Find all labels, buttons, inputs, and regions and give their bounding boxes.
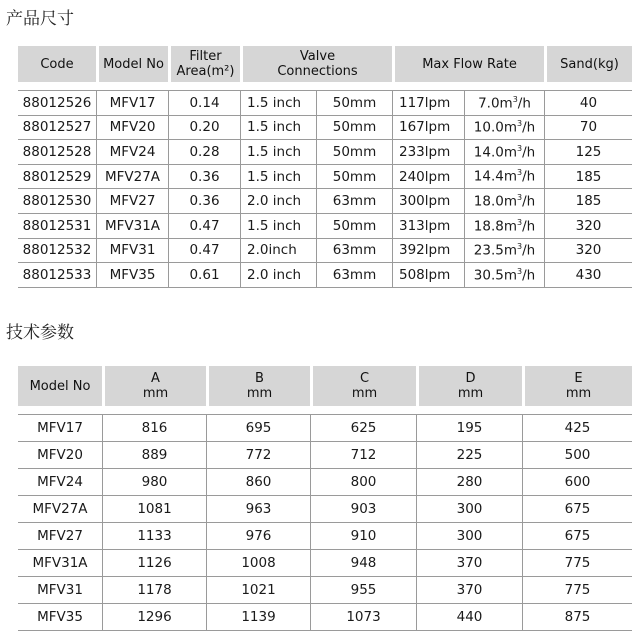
cell-lpm: 117lpm [392,90,464,116]
cell-b: 1139 [206,604,310,631]
table-row [18,239,632,264]
flow-m3h-value: 14.0m [473,144,517,161]
header-d-unit: mm [457,386,484,401]
cell-lpm: 233lpm [392,140,464,165]
cell-c: 625 [310,414,416,442]
flow-m3h-value: 23.5m [473,242,517,259]
cell-code: 88012532 [18,239,96,264]
cell-mm: 50mm [316,140,392,165]
cell-area: 0.47 [168,239,240,264]
unit-tail: /h [522,267,536,284]
cell-b: 860 [206,469,310,496]
table-row [18,414,632,442]
cell-m3h [464,189,544,214]
cell-model: MFV17 [18,414,102,442]
cell-area: 0.61 [168,263,240,288]
cell-inch: 1.5 inch [240,214,316,239]
cell-code: 88012529 [18,165,96,190]
unit-tail: /h [522,218,536,235]
cell-model: MFV27 [18,523,102,550]
cell-c: 910 [310,523,416,550]
cell-c: 1073 [310,604,416,631]
cell-d: 370 [416,550,522,577]
unit-tail: /h [522,193,536,210]
technical-parameters-title: 技术参数 [6,323,74,343]
cell-m3h [464,140,544,165]
header-row [18,46,632,82]
unit-superscript: 3 [512,94,518,104]
cell-c: 955 [310,577,416,604]
cell-mm: 50mm [316,90,392,116]
cell-model: MFV27A [96,165,168,190]
cell-b: 976 [206,523,310,550]
header-filter-line1: Filter [189,49,222,64]
header-model: Model No [18,366,102,406]
cell-area: 0.47 [168,214,240,239]
product-dimensions-table [18,46,632,288]
cell-e: 675 [522,496,632,523]
cell-code: 88012530 [18,189,96,214]
cell-a: 1296 [102,604,206,631]
flow-m3h-value: 10.0m [473,119,517,136]
cell-d: 300 [416,523,522,550]
cell-inch: 1.5 inch [240,116,316,141]
cell-m3h [464,214,544,239]
header-b-label: B [255,371,264,386]
table-row [18,442,632,469]
table-row [18,523,632,550]
table-row [18,604,632,631]
cell-e: 600 [522,469,632,496]
header-b-unit: mm [246,386,273,401]
cell-a: 1126 [102,550,206,577]
cell-code: 88012531 [18,214,96,239]
table-row [18,214,632,239]
cell-a: 980 [102,469,206,496]
cell-d: 225 [416,442,522,469]
cell-model: MFV20 [18,442,102,469]
unit-tail: /h [522,242,536,259]
header-valve-line2: Connections [277,64,358,79]
cell-d: 195 [416,414,522,442]
unit-tail: /h [522,119,536,136]
cell-d: 300 [416,496,522,523]
cell-sand: 430 [544,263,632,288]
cell-c: 903 [310,496,416,523]
cell-area: 0.36 [168,165,240,190]
table-row [18,165,632,190]
cell-m3h [464,239,544,264]
cell-mm: 50mm [316,116,392,141]
cell-model: MFV27 [96,189,168,214]
header-a-label: A [151,371,160,386]
unit-superscript: 3 [517,168,523,178]
cell-c: 948 [310,550,416,577]
cell-model: MFV31A [18,550,102,577]
table-row [18,577,632,604]
cell-a: 816 [102,414,206,442]
cell-d: 280 [416,469,522,496]
cell-inch: 1.5 inch [240,165,316,190]
cell-m3h [464,263,544,288]
table-row [18,469,632,496]
cell-mm: 50mm [316,214,392,239]
cell-a: 889 [102,442,206,469]
cell-d: 370 [416,577,522,604]
cell-lpm: 392lpm [392,239,464,264]
table-row [18,550,632,577]
header-c-label: C [359,371,370,386]
cell-model: MFV24 [96,140,168,165]
header-c [310,366,416,406]
header-b [206,366,310,406]
cell-mm: 63mm [316,239,392,264]
cell-b: 963 [206,496,310,523]
unit-tail: /h [522,168,536,185]
cell-a: 1081 [102,496,206,523]
table-row [18,116,632,141]
table-row [18,263,632,288]
cell-lpm: 300lpm [392,189,464,214]
flow-m3h-value: 30.5m [473,267,517,284]
cell-code: 88012527 [18,116,96,141]
unit-superscript: 3 [517,242,523,252]
cell-b: 772 [206,442,310,469]
cell-model: MFV35 [18,604,102,631]
header-a-unit: mm [142,386,169,401]
header-valve-line1: Valve [299,49,336,64]
cell-model: MFV17 [96,90,168,116]
unit-tail: /h [522,144,536,161]
cell-mm: 63mm [316,189,392,214]
table-row [18,496,632,523]
flow-m3h-value: 7.0m [478,95,513,112]
cell-area: 0.20 [168,116,240,141]
header-max-flow-rate: Max Flow Rate [392,46,544,82]
cell-b: 1008 [206,550,310,577]
unit-tail: /h [517,95,531,112]
cell-e: 775 [522,550,632,577]
cell-e: 500 [522,442,632,469]
cell-lpm: 167lpm [392,116,464,141]
cell-e: 775 [522,577,632,604]
table-row [18,90,632,116]
cell-model: MFV31 [96,239,168,264]
cell-area: 0.36 [168,189,240,214]
cell-m3h [464,116,544,141]
cell-c: 800 [310,469,416,496]
cell-mm: 50mm [316,165,392,190]
cell-model: MFV31 [18,577,102,604]
flow-m3h-value: 18.8m [473,218,517,235]
header-e [522,366,632,406]
cell-c: 712 [310,442,416,469]
header-e-unit: mm [565,386,592,401]
cell-sand: 185 [544,189,632,214]
header-filter-area [168,46,240,82]
cell-e: 675 [522,523,632,550]
cell-b: 1021 [206,577,310,604]
cell-model: MFV27A [18,496,102,523]
cell-lpm: 508lpm [392,263,464,288]
header-d-label: D [465,371,476,386]
header-e-label: E [574,371,583,386]
header-model: Model No [96,46,168,82]
cell-model: MFV31A [96,214,168,239]
unit-superscript: 3 [517,119,523,129]
cell-code: 88012533 [18,263,96,288]
cell-lpm: 240lpm [392,165,464,190]
cell-b: 695 [206,414,310,442]
cell-sand: 320 [544,214,632,239]
cell-m3h [464,165,544,190]
cell-m3h [464,90,544,116]
cell-a: 1178 [102,577,206,604]
cell-inch: 2.0 inch [240,189,316,214]
header-d [416,366,522,406]
cell-inch: 1.5 inch [240,90,316,116]
flow-m3h-value: 14.4m [473,168,517,185]
unit-superscript: 3 [517,266,523,276]
header-sand: Sand(kg) [544,46,632,82]
technical-parameters-table [18,366,632,631]
cell-code: 88012526 [18,90,96,116]
cell-sand: 70 [544,116,632,141]
header-code: Code [18,46,96,82]
cell-sand: 320 [544,239,632,264]
header-valve-connections [240,46,392,82]
product-dimensions-title: 产品尺寸 [6,9,74,29]
table-row [18,140,632,165]
cell-inch: 2.0inch [240,239,316,264]
table-row [18,189,632,214]
cell-model: MFV24 [18,469,102,496]
unit-superscript: 3 [517,217,523,227]
header-c-unit: mm [351,386,378,401]
cell-sand: 185 [544,165,632,190]
cell-model: MFV20 [96,116,168,141]
cell-model: MFV35 [96,263,168,288]
cell-code: 88012528 [18,140,96,165]
header-row [18,366,632,406]
cell-sand: 40 [544,90,632,116]
unit-superscript: 3 [517,192,523,202]
cell-inch: 2.0 inch [240,263,316,288]
cell-e: 875 [522,604,632,631]
cell-area: 0.14 [168,90,240,116]
cell-lpm: 313lpm [392,214,464,239]
cell-sand: 125 [544,140,632,165]
cell-area: 0.28 [168,140,240,165]
cell-mm: 63mm [316,263,392,288]
header-filter-line2: Area(m²) [176,64,235,79]
cell-d: 440 [416,604,522,631]
unit-superscript: 3 [517,143,523,153]
header-a [102,366,206,406]
cell-e: 425 [522,414,632,442]
flow-m3h-value: 18.0m [473,193,517,210]
cell-a: 1133 [102,523,206,550]
cell-inch: 1.5 inch [240,140,316,165]
